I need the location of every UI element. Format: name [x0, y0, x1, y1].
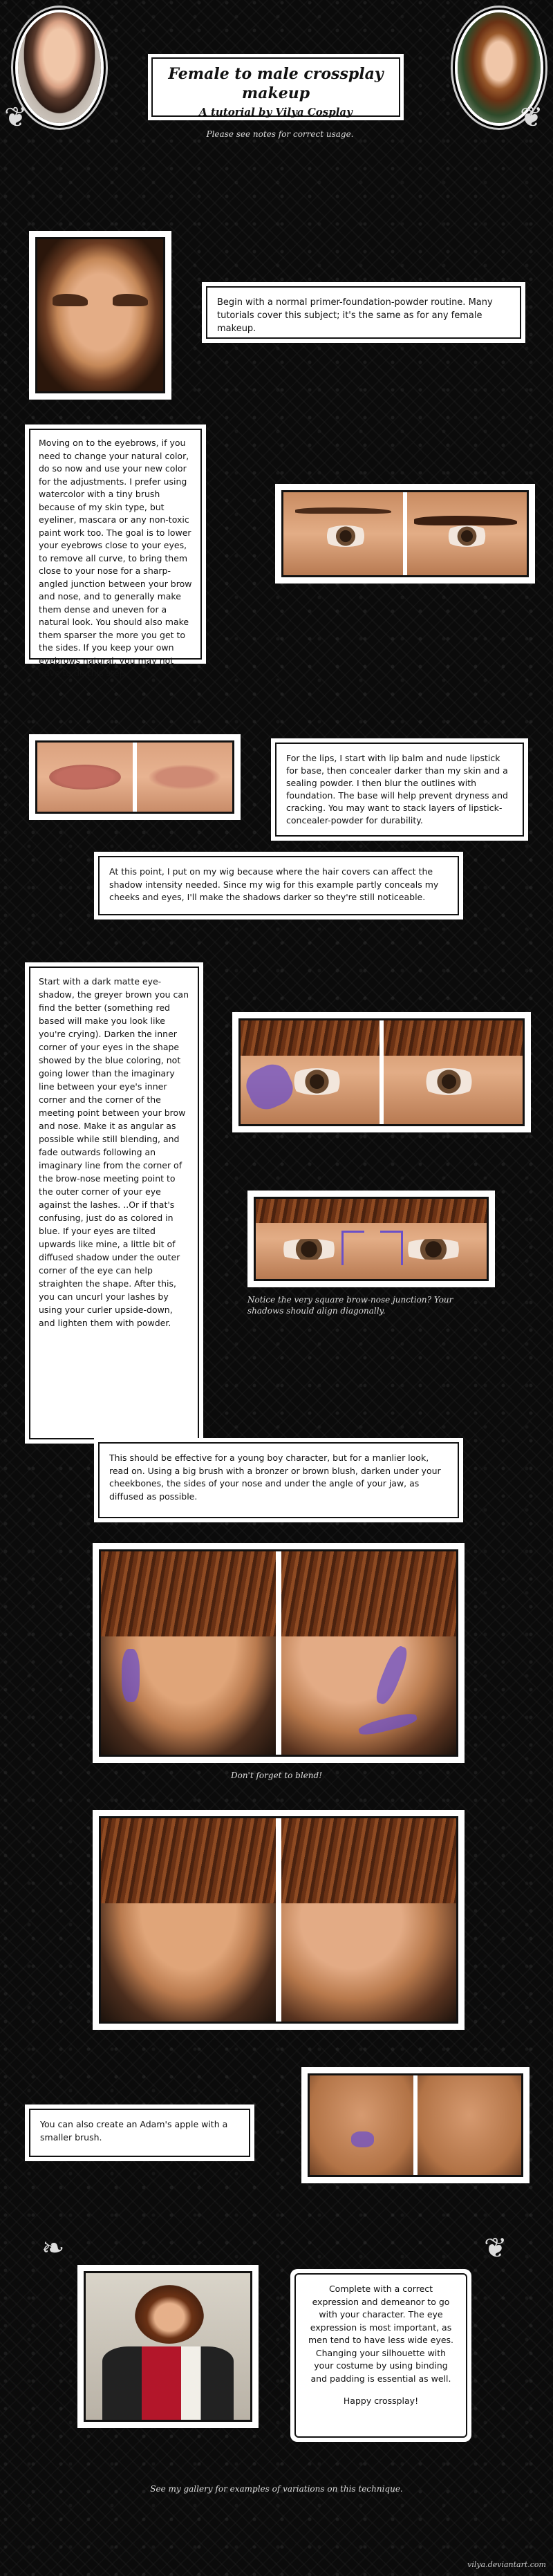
ornament-right: ❦: [520, 102, 543, 133]
ornament-bottom-left: ❧: [41, 2232, 65, 2264]
blend-caption: Don't forget to blend!: [230, 1771, 323, 1780]
photo-brow-nose-junction: [247, 1191, 495, 1287]
step1-text: Begin with a normal primer-foundation-powder routine. Many tutorials cover this subject; it's the same as for any female makeup.: [202, 282, 525, 343]
gallery-caption: See my gallery for examples of variations on this technique.: [150, 2484, 403, 2494]
step4-text: At this point, I put on my wig because where the hair covers can affect the shadow intensity needed. Since my wig for this example partly conceals my cheeks and eyes, I'll make the shadows darker so they're still noticeable.: [94, 852, 463, 920]
step6-text: This should be effective for a young boy character, but for a manlier look, read on. Using a big brush with a bronzer or brown blush, darken under your cheekbones, the sides of your nose and under the angle of your jaw, as diffused as possible.: [94, 1438, 463, 1522]
usage-note: Please see notes for correct usage.: [206, 129, 354, 139]
step8-body: Complete with a correct expression and demeanor to go with your character. The eye expression is most important, as men tend to have less wide eyes. Changing your silhouette with your costume by using binding and padding is essential as well.: [308, 2284, 454, 2384]
photo-lips: [29, 734, 241, 820]
ornament-bottom-right: ❦: [484, 2232, 507, 2264]
photo-contour-blended: [93, 1810, 465, 2030]
step8-closing: Happy crossplay!: [343, 2396, 419, 2406]
step7-text: You can also create an Adam's apple with a smaller brush.: [25, 2104, 254, 2161]
photo-final-cosplay: [77, 2265, 259, 2428]
step2-text: Moving on to the eyebrows, if you need to change your natural color, do so now and use your new color for the adjustments. I prefer using watercolor with a tiny brush because of my skin type, but eyeliner, mascara or any non-toxic paint work too. The goal is to lower your eyebrows close to your eyes, to remove all curve, to bring them close to your nose for a sharp-angled junction between your brow and nose, and to generally make them dense and uneven for a natural look. You should also make them sparser the more you get to the sides. If you keep your own eyebrows natural, you may not have to do this step.: [25, 424, 206, 664]
brow-note-caption: Notice the very square brow-nose junction? Your shadows should align diagonally.: [247, 1295, 453, 1316]
page-title: Female to male crossplay makeup: [168, 65, 384, 102]
photo-base-face: [29, 231, 171, 400]
ornament-left: ❦: [4, 102, 28, 133]
photo-adams-apple: [301, 2067, 529, 2183]
page-subtitle: A tutorial by Vilya Cosplay: [199, 106, 353, 118]
step5-text: Start with a dark matte eye-shadow, the greyer brown you can find the better (something red based will make you look like you're crying). Darken the inner corner of your eyes in the shape showed by the blue coloring, not going lower than the imaginary line between your eye's inner corner and the corner of the meeting point between your brow and nose. Make it as angular as possible while still blending, and fade outwards following an imaginary line from the corner of the brow-nose meeting point to the outer corner of your eye against the lashes. ..Or if that's confusing, just do as colored in blue. If your eyes are tilted upwards like mine, a little bit of diffused shadow under the outer corner of the eye can help straighten the shape. After this, you can uncurl your lashes by using your curler upside-down, and lighten them with powder.: [25, 962, 203, 1444]
title-plate: [148, 54, 404, 120]
photo-eyebrows: [275, 484, 535, 584]
signature: vilya.deviantart.com: [467, 2560, 546, 2569]
photo-eyeshadow: [232, 1012, 531, 1132]
step3-text: For the lips, I start with lip balm and nude lipstick for base, then concealer darker than my skin and a sealing powder. I then blur the outlines with foundation. The base will help prevent dryness and cracking. You may want to stack layers of lipstick-concealer-powder for durability.: [271, 738, 528, 841]
photo-contour: [93, 1543, 465, 1763]
header-portrait-female: [15, 10, 104, 126]
step8-text: [290, 2269, 471, 2442]
